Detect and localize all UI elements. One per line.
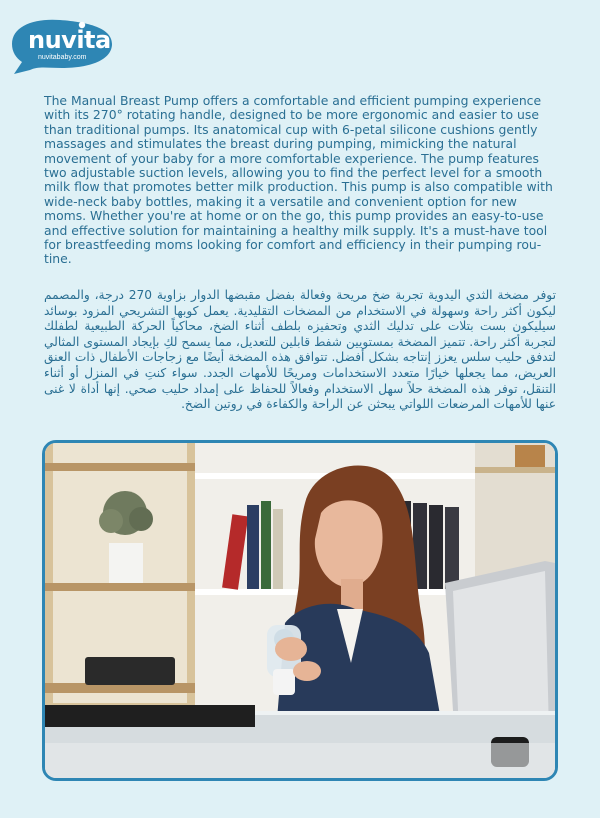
product-photo — [42, 440, 558, 781]
description-arabic: توفر مضخة الثدي اليدوية تجربة ضخ مريحة وفعالة بفضل مقبضها الدوار بزاوية 270 درجة، والمصمم ليكون أكثر راحة وسهولة في الاستخدام من المضخات التقليدية. يعمل كوبها التشريحي المزود بوسائد سيليكون بست بتلات على تدليك الثدي وتحفيزه بلطف أثناء الضخ، محاكياً الحركة الطبيعية لطفلك لتجربة أكثر راحة. تتميز المضخة بمستويين شفط قابلين للتعديل، مما يسمح لكِ بإيجاد المستوى المثالي لتدفق حليب سلس يعزز إنتاجه بشكل أفضل. تتوافق هذه المضخة أيضًا مع زجاجات الأطفال ذات العنق العريض، مما يجعلها خيارًا متعدد الاستخدامات ومريحًا للأمهات الجدد. سواء كنتِ في المنزل أو أثناء التنقل، توفر هذه المضخة حلاً سهل الاستخدام وفعالاً للحفاظ على إمداد حليب صحي. إنها أداة لا غنى عنها للأمهات المرضعات اللواتي يبحثن عن الراحة والكفاءة في روتين الضخ. — [44, 288, 556, 412]
description-english: The Manual Breast Pump offers a comfortable and efficient pumping experience with its 270° rotating handle, designed to be more ergonomic and easier to use than traditional pumps. Its anatomical cup with 6-petal silicone cushions gently massages and stimulates the breast during pumping, mimicking the natural movement of your baby for a more comfortable experience. The pump features two adjustable suction levels, allowing you to find the perfect level for a smooth milk flow that promotes better milk production. This pump is also compatible with wide-neck baby bottles, making it a versatile and convenient option for new moms. Whether you're at home or on the go, this pump provides an easy-to-use and effective solution for maintaining a healthy milk supply. It's a must-have tool for breastfeeding moms looking for comfort and efficiency in their pumping rou-tine. — [44, 93, 553, 267]
woman-using-breast-pump-photo-icon — [45, 443, 555, 778]
brand-logo — [8, 14, 116, 76]
brand-website: nuvitababy.com — [38, 54, 87, 61]
brand-name: nuvita — [28, 26, 111, 54]
